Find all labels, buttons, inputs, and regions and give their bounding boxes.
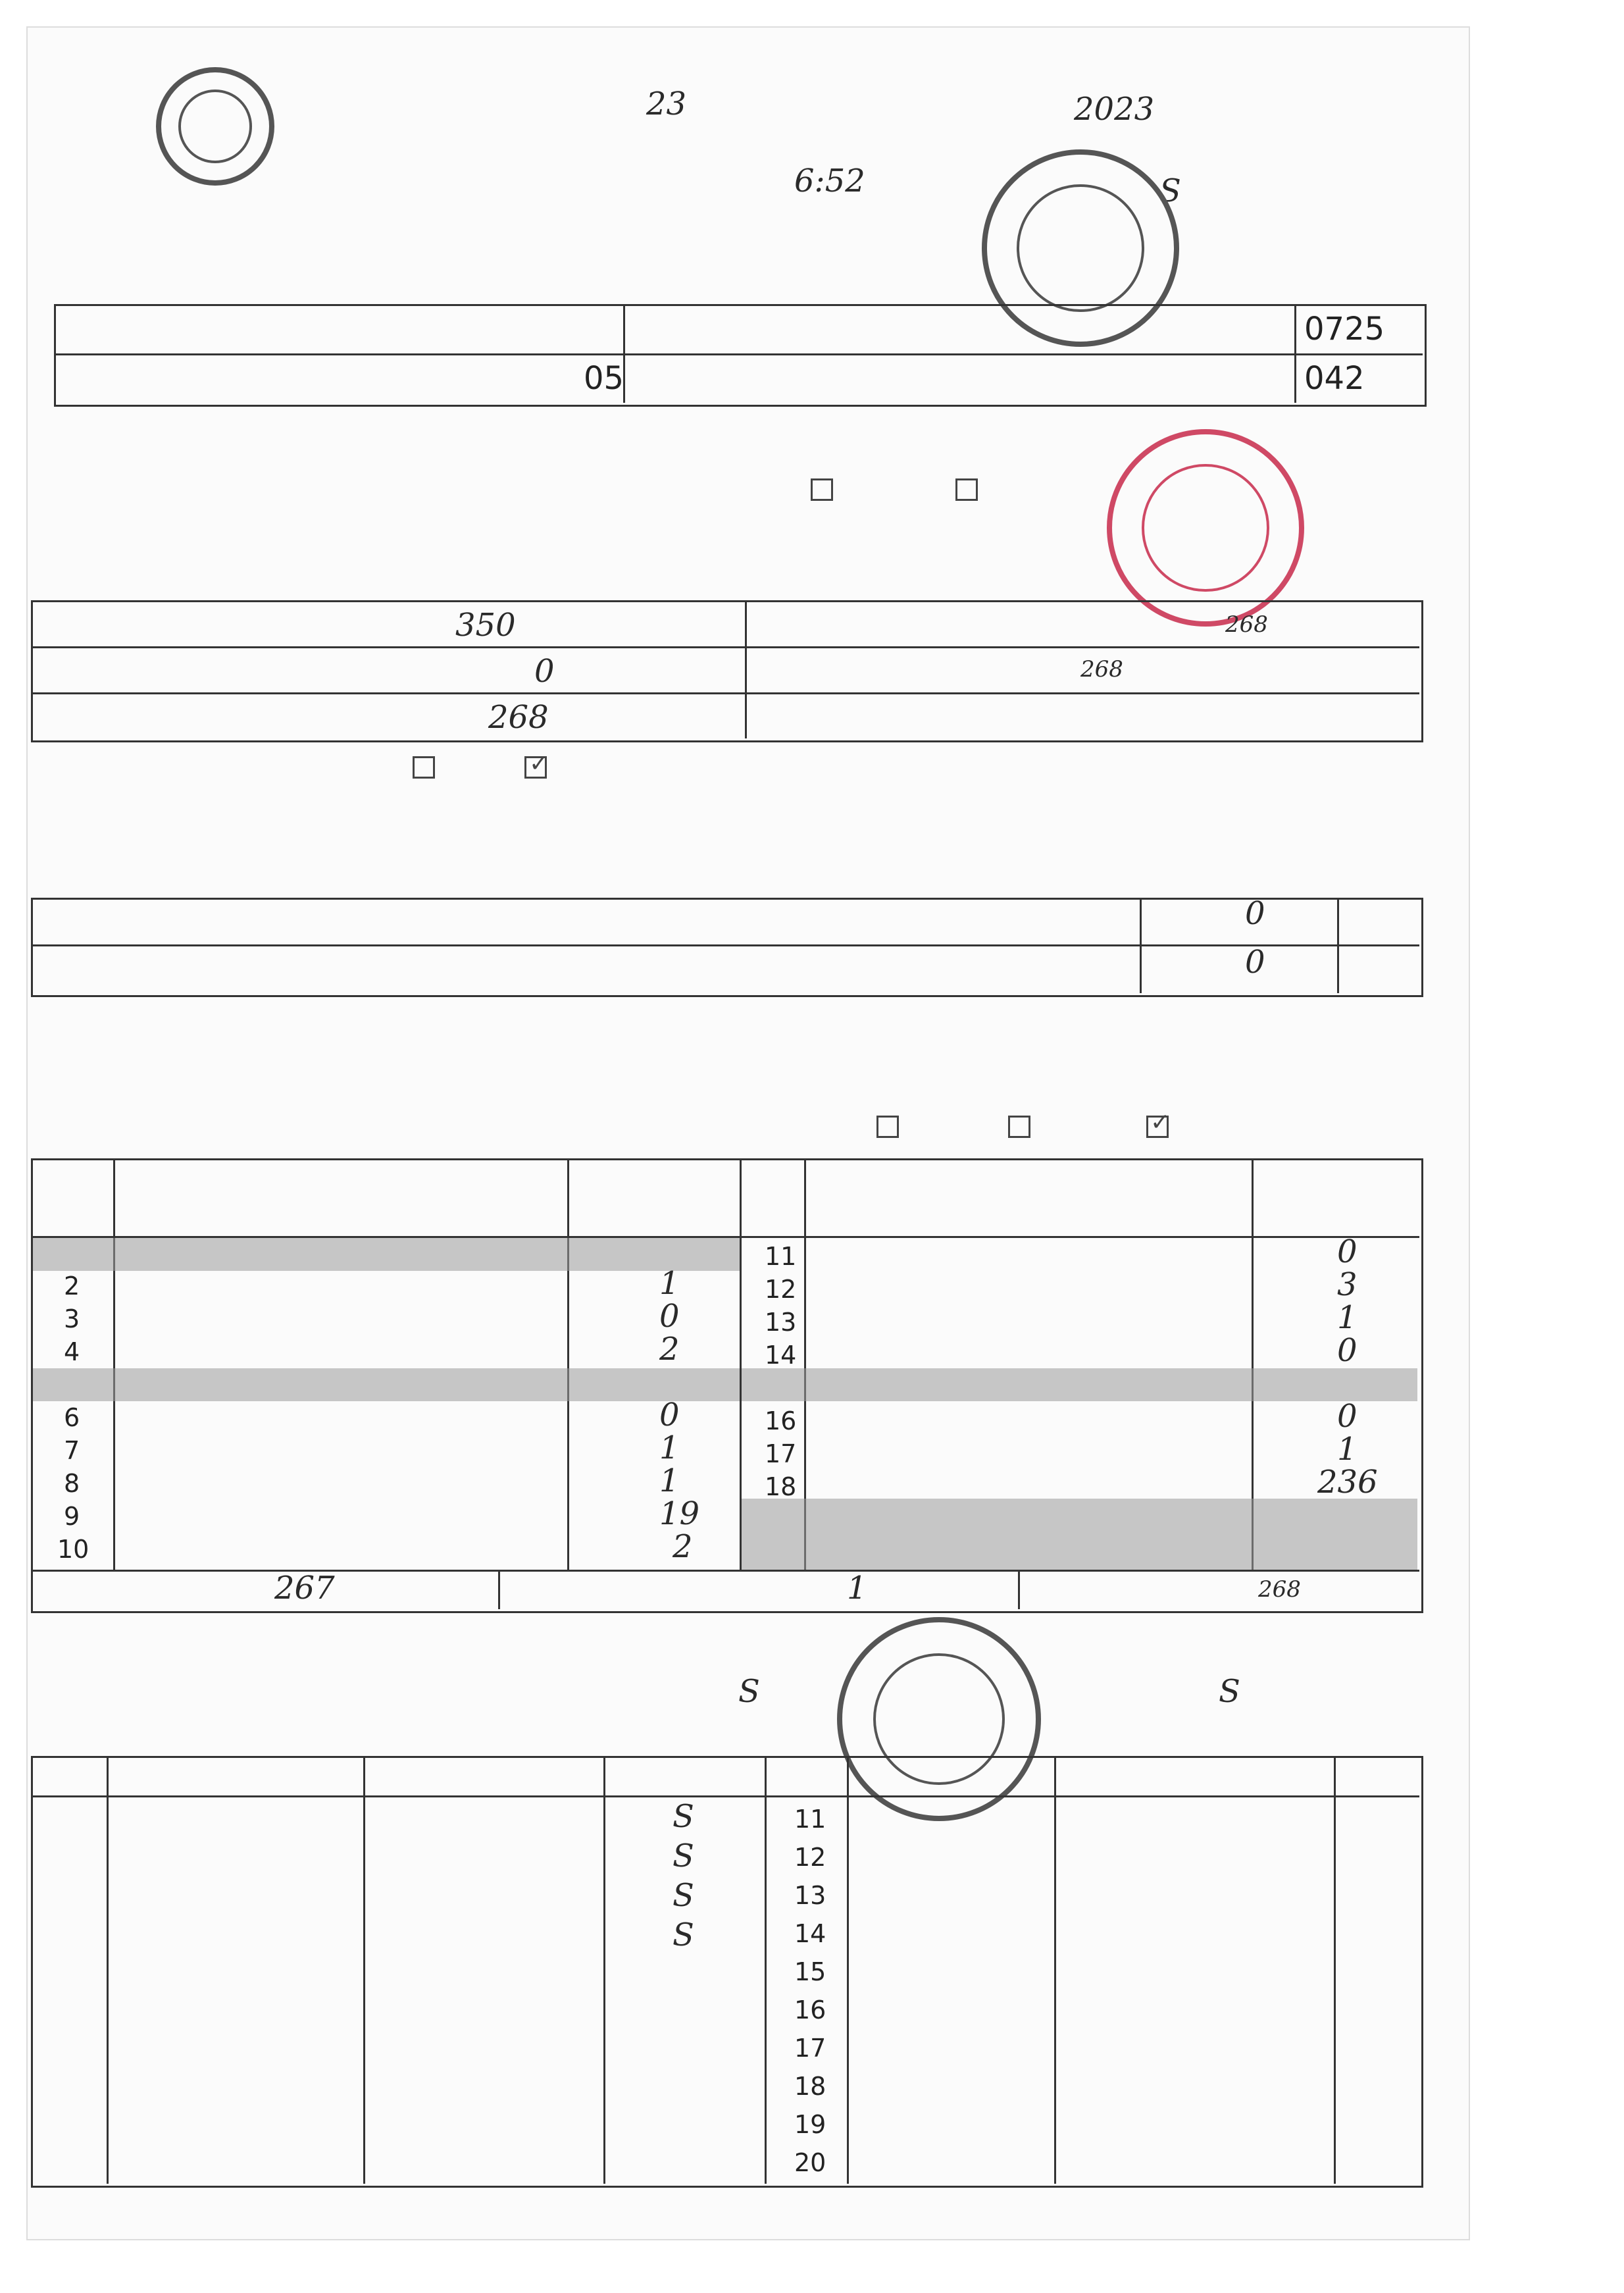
- secretary-signature: S: [1219, 1673, 1240, 1710]
- total-invalid-votes: 1: [847, 1570, 867, 1607]
- observer-row-number-right: 15: [794, 1957, 826, 1986]
- red-circular-stamp: [1107, 429, 1304, 627]
- row-number: 13: [765, 1308, 797, 1337]
- shaded-row-5-left: [33, 1368, 740, 1401]
- observer-row-number-right: 13: [794, 1881, 826, 1910]
- row-number: 10: [57, 1535, 89, 1564]
- observer-row-number-right: 12: [794, 1843, 826, 1872]
- checkbox-recount-1[interactable]: [876, 1116, 899, 1138]
- party-votes: 0: [659, 1298, 680, 1335]
- row-number: 9: [64, 1502, 80, 1531]
- handwritten-sign-mark: S: [1159, 172, 1181, 209]
- party-votes: 2: [659, 1331, 680, 1368]
- party-votes: 0: [1337, 1332, 1358, 1369]
- party-votes: 3: [1337, 1266, 1358, 1303]
- party-votes: 19: [659, 1495, 700, 1532]
- ballots-in-box: 268: [1080, 656, 1123, 683]
- row-number: 2: [64, 1272, 80, 1301]
- row-number: 12: [765, 1275, 797, 1304]
- handwritten-date-year: 2023: [1074, 91, 1155, 128]
- complaints-count: 0: [1245, 895, 1265, 932]
- tick-mark-discrepancy-no: ✓: [529, 750, 549, 777]
- handwritten-date-day: 23: [646, 86, 687, 122]
- part2-table: [31, 600, 1423, 742]
- observer-row-number-right: 19: [794, 2110, 826, 2139]
- observer-row-number-right: 18: [794, 2072, 826, 2101]
- resolved-count: 0: [1245, 944, 1265, 981]
- observer-row-number-right: 16: [794, 1996, 826, 2024]
- voters-counted: 268: [1225, 611, 1268, 638]
- handwritten-time: 6:52: [794, 163, 865, 199]
- total-votes-in-box: 268: [1258, 1576, 1301, 1603]
- party-votes: 0: [1337, 1398, 1358, 1435]
- party-votes: 1: [659, 1265, 680, 1302]
- district-code: 05: [584, 360, 624, 397]
- part5-observers-table: [31, 1756, 1423, 2188]
- emblem-logo: [156, 67, 274, 186]
- row-number: 17: [765, 1439, 797, 1468]
- checkbox-recount-2[interactable]: [1008, 1116, 1030, 1138]
- observer-row-number-right: 20: [794, 2148, 826, 2177]
- row-number: 18: [765, 1472, 797, 1501]
- row-number: 4: [64, 1337, 80, 1366]
- row-number: 16: [765, 1406, 797, 1435]
- shaded-rows-19-20-right: [742, 1499, 1417, 1570]
- observer-signature: S: [672, 1877, 694, 1914]
- party-votes: 0: [1337, 1233, 1358, 1270]
- row-number: 7: [64, 1436, 80, 1465]
- scanned-form-page: [26, 26, 1470, 2240]
- party-votes: 1: [1337, 1299, 1358, 1336]
- ballots-received: 350: [455, 607, 516, 644]
- ballots-used: 268: [488, 699, 549, 736]
- commune-code: 042: [1304, 360, 1365, 397]
- observer-row-number-right: 11: [794, 1805, 826, 1834]
- party-votes: 1: [659, 1430, 680, 1466]
- checkbox-voting-yes[interactable]: [811, 478, 833, 501]
- part3-table: [31, 898, 1423, 997]
- party-votes: 1: [1337, 1431, 1358, 1468]
- row-number: 3: [64, 1304, 80, 1333]
- observer-signature: S: [672, 1917, 694, 1953]
- party-votes: 1: [659, 1462, 680, 1499]
- observer-signature: S: [672, 1838, 694, 1874]
- ballots-spoiled: 0: [534, 653, 555, 690]
- observer-row-number-right: 14: [794, 1919, 826, 1948]
- party-votes: 236: [1317, 1464, 1378, 1501]
- party-votes: 2: [672, 1528, 693, 1565]
- row-number: 14: [765, 1341, 797, 1370]
- shaded-row-15-right: [742, 1368, 1417, 1401]
- observer-row-number-right: 17: [794, 2034, 826, 2063]
- row-number: 6: [64, 1403, 80, 1432]
- party-votes: 0: [659, 1397, 680, 1433]
- president-signature: S: [738, 1673, 760, 1710]
- observer-signature: S: [672, 1798, 694, 1835]
- tick-mark-recount: ✓: [1150, 1109, 1171, 1136]
- station-code: 0725: [1304, 311, 1385, 348]
- row-number: 11: [765, 1242, 797, 1271]
- checkbox-discrepancy-yes[interactable]: [413, 756, 435, 779]
- row-number: 8: [64, 1469, 80, 1498]
- part1-table: [54, 304, 1427, 407]
- total-valid-votes: 267: [274, 1570, 335, 1607]
- shaded-row-1-left: [33, 1238, 740, 1271]
- checkbox-voting-no[interactable]: [955, 478, 978, 501]
